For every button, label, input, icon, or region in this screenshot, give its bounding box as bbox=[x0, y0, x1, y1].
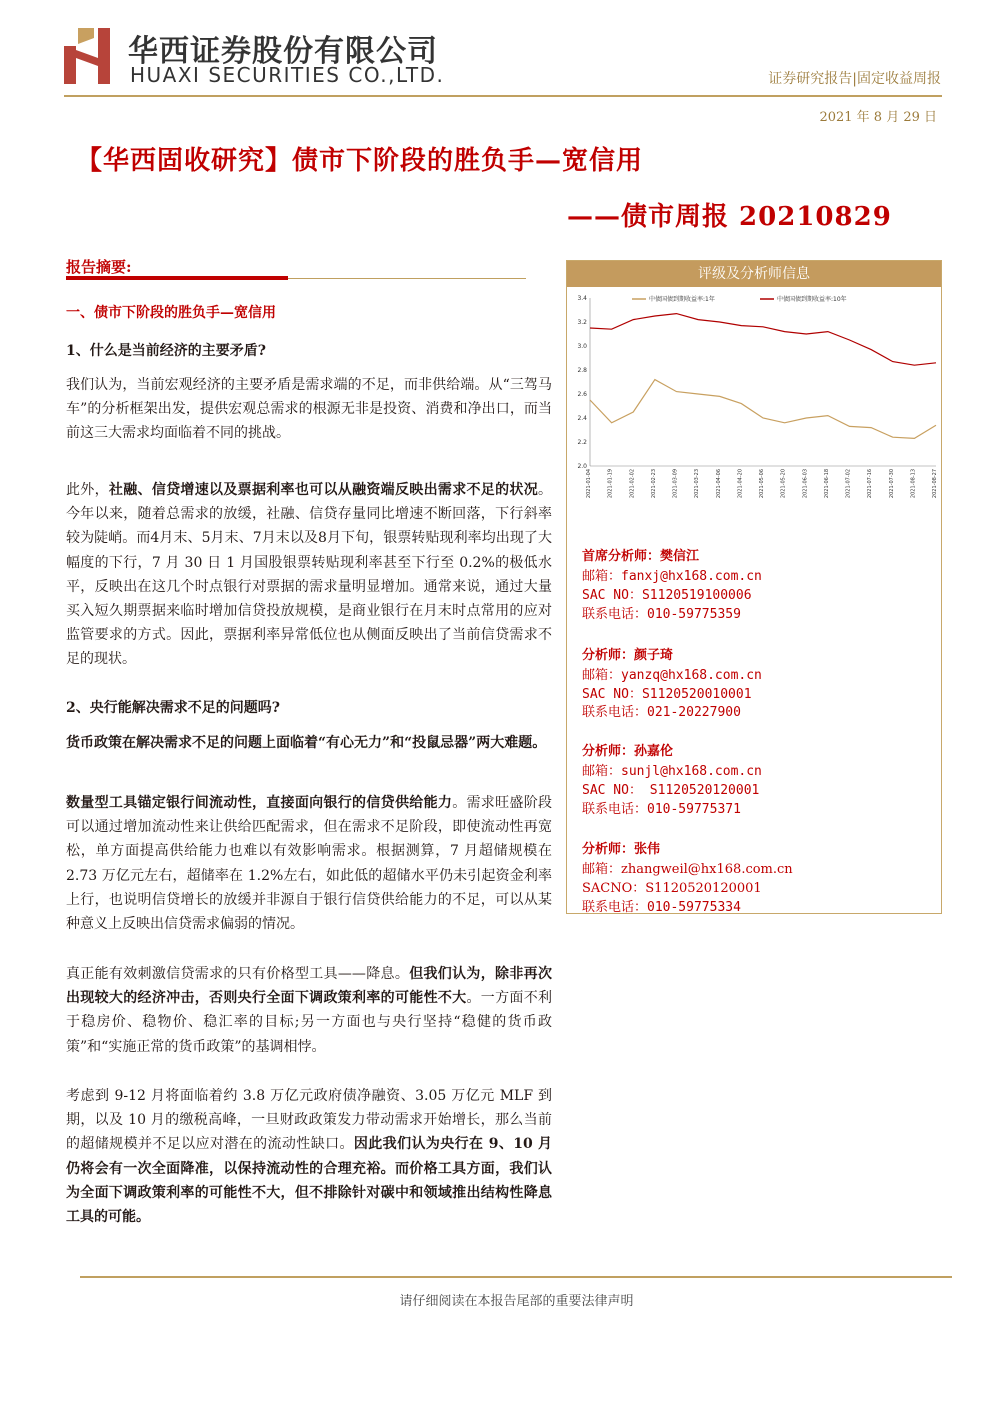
analyst-info-heading: 评级及分析师信息 bbox=[567, 261, 941, 287]
paragraph-1: 我们认为，当前宏观经济的主要矛盾是需求端的不足，而非供给端。从“三驾马车”的分析框架出发，提供宏观总需求的根源无非是投资、消费和净出口，而当前这三大需求均面临着不同的挑战。 bbox=[66, 377, 552, 442]
analyst-sac: SAC NO：S1120520010001 bbox=[582, 687, 752, 702]
company-name-cn: 华西证券股份有限公司 bbox=[128, 34, 438, 69]
report-type: 证券研究报告|固定收益周报 bbox=[768, 71, 941, 87]
paragraph-3: 货币政策在解决需求不足的问题上面临着“有心无力”和“投鼠忌器”两大难题。 bbox=[66, 735, 547, 751]
x-tick-label: 2021-04-20 bbox=[737, 469, 744, 499]
bond-yield-chart bbox=[570, 290, 940, 518]
analyst-email: 邮箱：zhangweil@hx168.com.cn bbox=[582, 862, 793, 877]
y-tick-label: 2.2 bbox=[577, 439, 587, 446]
summary-heading: 报告摘要: bbox=[66, 258, 132, 276]
company-name-en: HUAXI SECURITIES CO.,LTD. bbox=[130, 63, 445, 87]
x-tick-label: 2021-07-02 bbox=[845, 469, 852, 499]
analyst-name: 分析师：颜子琦 bbox=[582, 648, 674, 663]
report-subtitle: ——债市周报 20210829 bbox=[567, 202, 892, 232]
x-tick-label: 2021-01-04 bbox=[586, 469, 592, 499]
y-tick-label: 3.0 bbox=[577, 343, 587, 350]
analyst-sac: SAC NO： S1120520120001 bbox=[582, 783, 760, 798]
x-tick-label: 2021-06-18 bbox=[823, 469, 830, 499]
footer-disclaimer: 请仔细阅读在本报告尾部的重要法律声明 bbox=[399, 1294, 634, 1309]
x-tick-label: 2021-03-09 bbox=[672, 469, 679, 499]
x-tick-label: 2021-07-30 bbox=[888, 469, 895, 499]
summary-rule bbox=[288, 278, 526, 279]
question-1: 1、什么是当前经济的主要矛盾? bbox=[66, 343, 266, 359]
y-tick-label: 2.8 bbox=[577, 367, 587, 374]
x-tick-label: 2021-05-20 bbox=[780, 469, 787, 499]
y-tick-label: 3.4 bbox=[577, 295, 587, 302]
analyst-phone: 联系电话：010-59775359 bbox=[582, 607, 741, 622]
x-tick-label: 2021-06-03 bbox=[802, 469, 809, 499]
huaxi-logo-icon bbox=[64, 28, 110, 84]
analyst-name: 首席分析师：樊信江 bbox=[582, 549, 700, 564]
y-tick-label: 2.0 bbox=[577, 463, 587, 470]
paragraph-5: 真正能有效刺激信贷需求的只有价格型工具——降息。但我们认为，除非再次出现较大的经济冲击，否则央行全面下调政策利率的可能性不大。一方面不利于稳房价、稳物价、稳汇率的目标;另一方面也与央行坚持“稳健的货币政策”和“实施正常的货币政策”的基调相悖。 bbox=[66, 966, 552, 1055]
report-date: 2021 年 8 月 29 日 bbox=[819, 110, 937, 125]
x-tick-label: 2021-07-16 bbox=[867, 469, 874, 499]
paragraph-4: 数量型工具锚定银行间流动性，直接面向银行的信贷供给能力。需求旺盛阶段可以通过增加流动性来让供给匹配需求，但在需求不足阶段，即使流动性再宽松，单方面提高供给能力也难以有效影响需求。根据测算，7 月超储规模在 2.73 万亿元左右，超储率在 1.2%左右，如此低的超储水平仍未引起资金利率上行，也说明信贷增长的放缓并非源自于银行信贷供给能力的不足，可以从某种意义上反映出信贷需求偏弱的情况。 bbox=[66, 795, 553, 933]
analyst-email: 邮箱：sunjl@hx168.com.cn bbox=[582, 764, 762, 779]
legend-label: 中债国债到期收益率:10年 bbox=[777, 296, 847, 303]
analyst-phone: 联系电话：010-59775334 bbox=[582, 900, 741, 915]
analyst-name: 分析师：孙嘉伦 bbox=[582, 744, 674, 759]
x-tick-label: 2021-03-23 bbox=[694, 469, 701, 499]
series-line bbox=[590, 314, 936, 366]
x-tick-label: 2021-01-19 bbox=[607, 469, 614, 499]
x-tick-label: 2021-02-02 bbox=[629, 469, 636, 499]
x-tick-label: 2021-02-23 bbox=[650, 469, 657, 499]
analyst-name: 分析师：张伟 bbox=[582, 842, 661, 857]
x-tick-label: 2021-08-27 bbox=[932, 469, 938, 499]
y-tick-label: 2.4 bbox=[577, 415, 587, 422]
series-line bbox=[590, 380, 936, 439]
header-divider bbox=[64, 95, 942, 97]
analyst-sac: SAC NO：S1120519100006 bbox=[582, 588, 752, 603]
analyst-sac: SACNO：S1120520120001 bbox=[582, 881, 762, 896]
summary-bar bbox=[66, 276, 288, 280]
paragraph-6: 考虑到 9-12 月将面临着约 3.8 万亿元政府债净融资、3.05 万亿元 MLF 到期，以及 10 月的缴税高峰，一旦财政政策发力带动需求开始增长，那么当前的超储规模并不足以应对潜在的流动性缺口。因此我们认为央行在 9、10 月仍将会有一次全面降准，以保持流动性的合理充裕。而价格工具方面，我们认为全面下调政策利率的可能性不大，但不排除针对碳中和领域推出结构性降息工具的可能。 bbox=[66, 1088, 552, 1226]
question-2: 2、央行能解决需求不足的问题吗? bbox=[66, 700, 280, 716]
y-tick-label: 3.2 bbox=[577, 319, 587, 326]
analyst-email: 邮箱：yanzq@hx168.com.cn bbox=[582, 668, 762, 683]
section-heading: 一、债市下阶段的胜负手—宽信用 bbox=[66, 305, 276, 321]
x-tick-label: 2021-04-06 bbox=[715, 469, 722, 499]
x-tick-label: 2021-05-06 bbox=[759, 469, 765, 499]
analyst-phone: 联系电话：010-59775371 bbox=[582, 802, 741, 817]
paragraph-2: 此外，社融、信贷增速以及票据利率也可以从融资端反映出需求不足的状况。今年以来，随着总需求的放缓，社融、信贷存量同比增速不断回落，下行斜率较为陡峭。而4月末、5月末、7月末以及8月下旬，银票转贴现利率均出现了大幅度的下行，7 月 30 日 1 月国股银票转贴现利率甚至下行至 0.2%的极低水平，反映出在这几个时点银行对票据的需求量明显增加。通常来说，通过大量买入短久期票据来临时增加信贷投放规模，是商业银行在月末时点常用的应对监管要求的方式。因此，票据利率异常低位也从侧面反映出了当前信贷需求不足的现状。 bbox=[66, 482, 553, 668]
report-title: 【华西固收研究】债市下阶段的胜负手—宽信用 bbox=[76, 146, 644, 176]
x-tick-label: 2021-08-13 bbox=[910, 469, 917, 499]
legend-label: 中债国债到期收益率:1年 bbox=[649, 296, 715, 303]
y-tick-label: 2.6 bbox=[577, 391, 587, 398]
analyst-phone: 联系电话：021-20227900 bbox=[582, 705, 741, 720]
analyst-email: 邮箱：fanxj@hx168.com.cn bbox=[582, 569, 762, 584]
footer-divider bbox=[80, 1276, 952, 1278]
